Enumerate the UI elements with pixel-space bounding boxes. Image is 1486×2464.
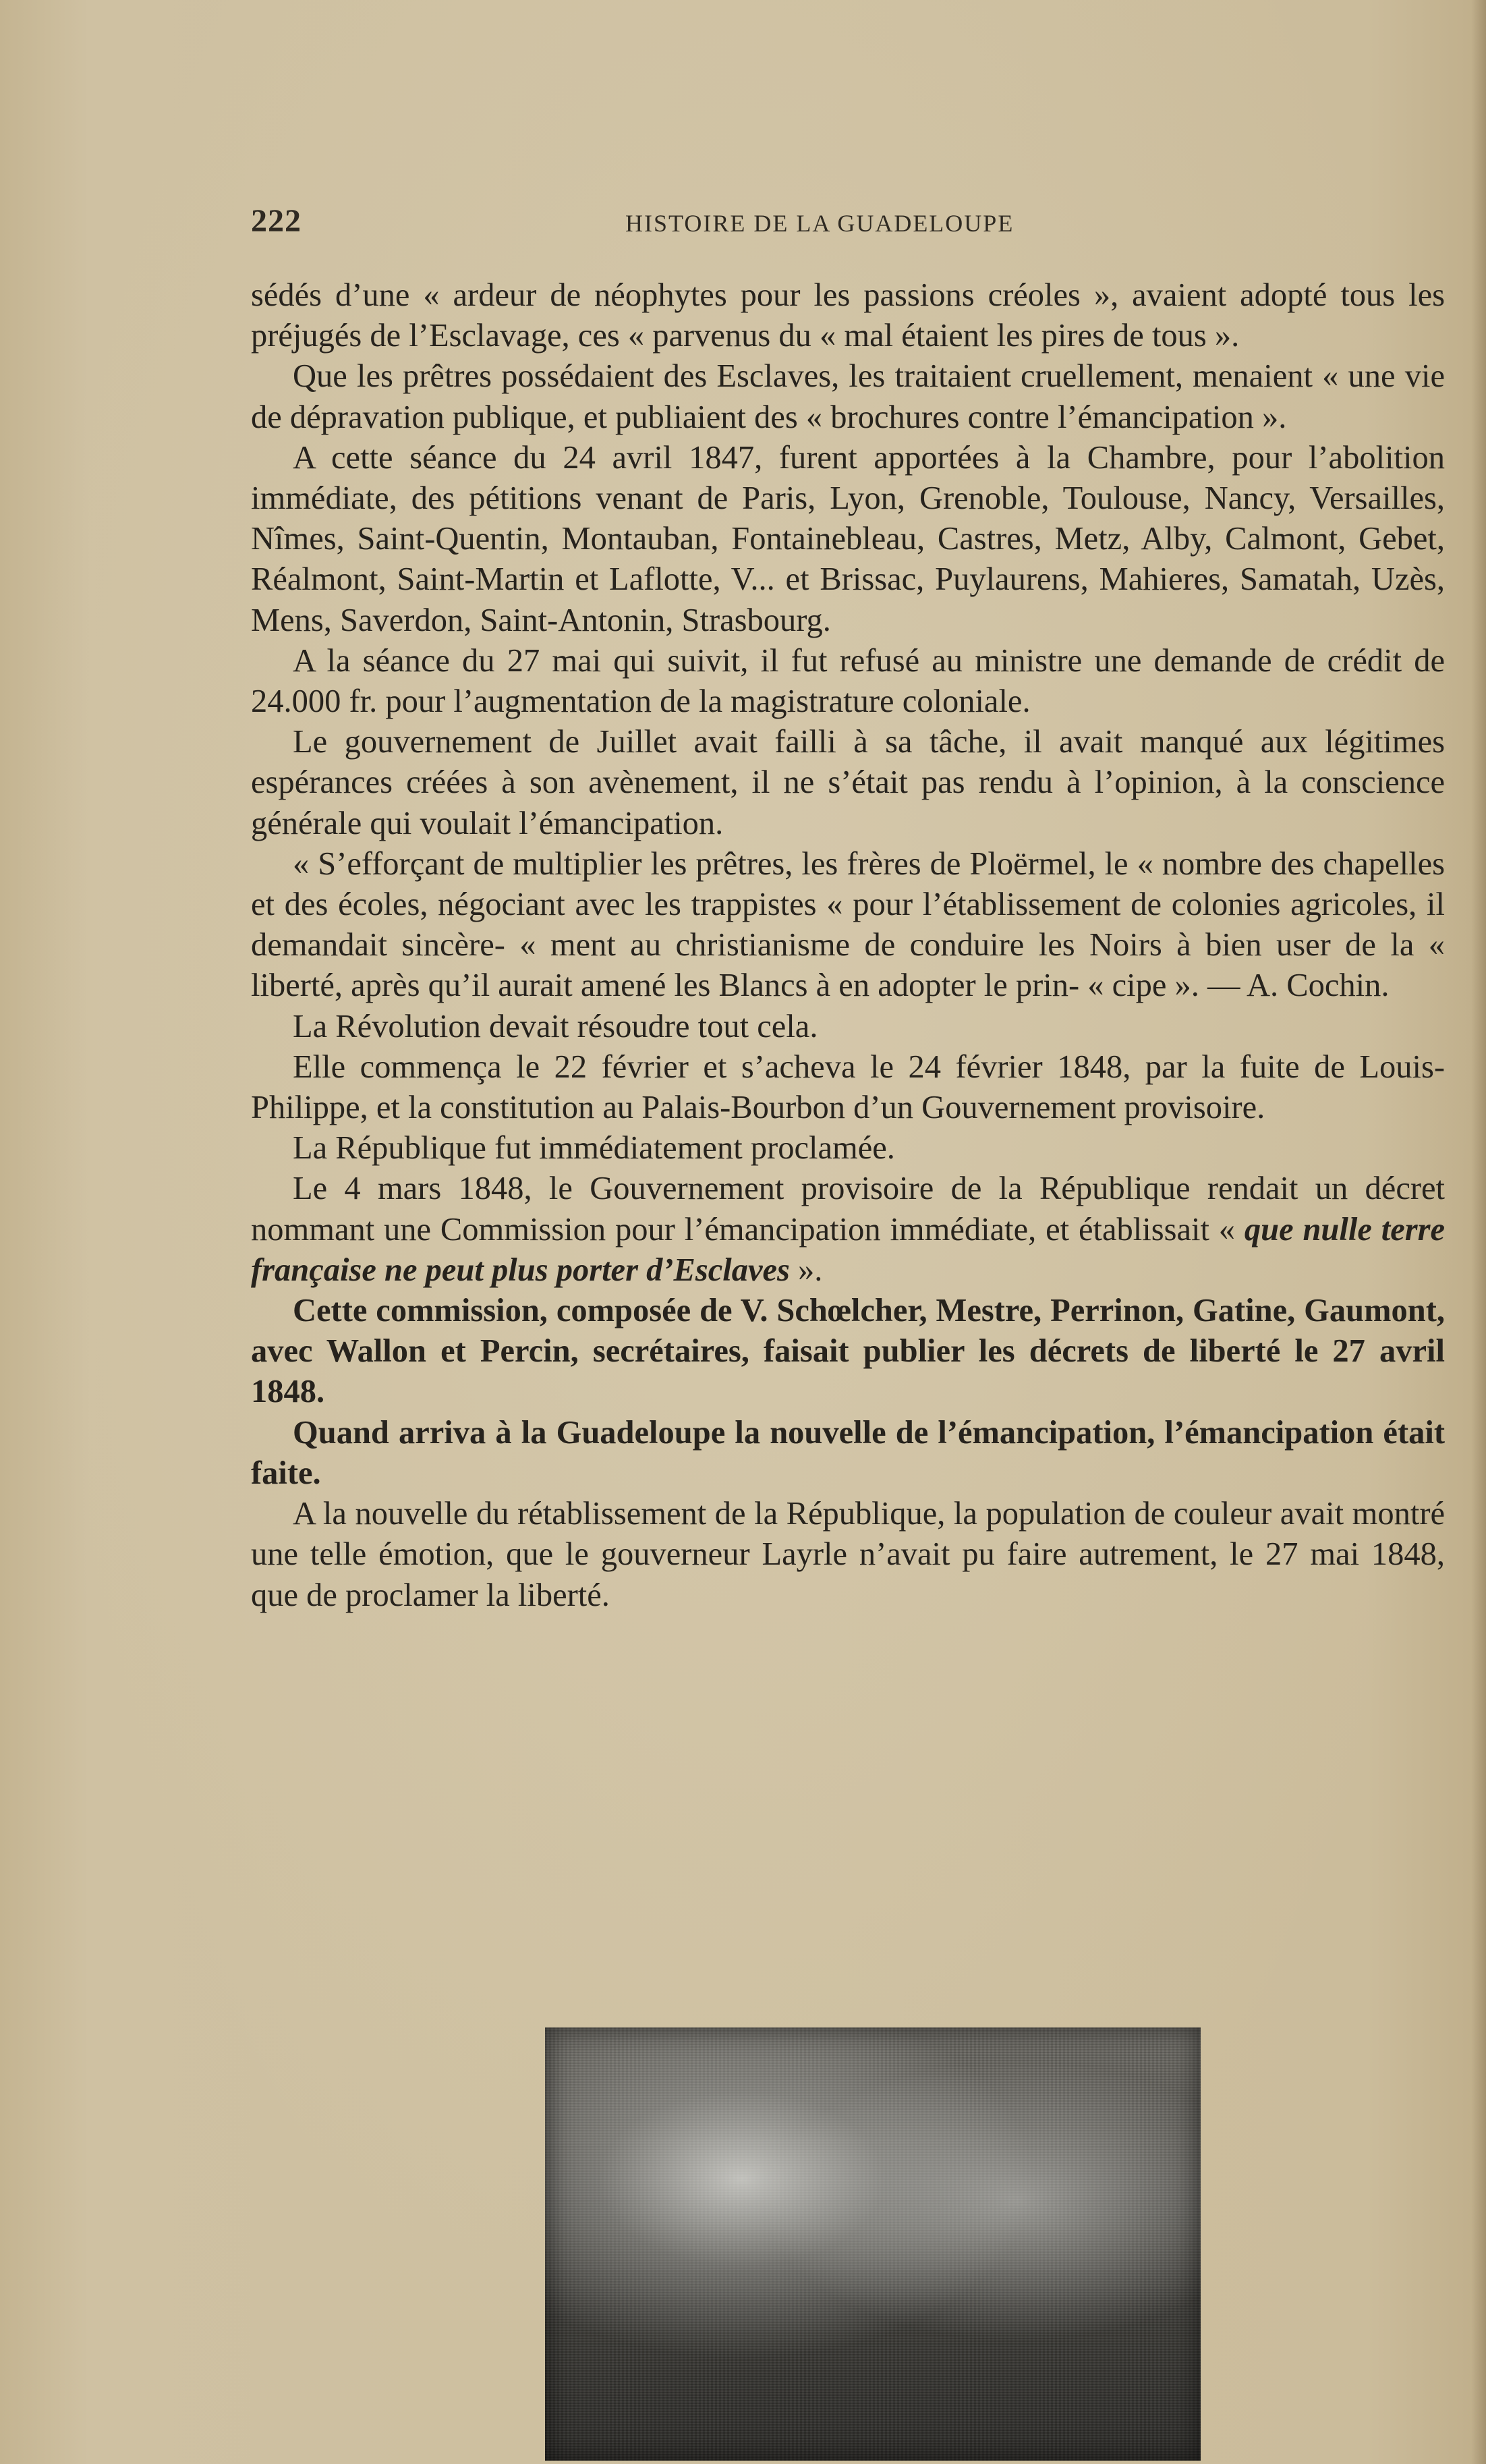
paragraph-priests: Que les prêtres possédaient des Esclaves, les traitaient cruellement, menaient « une vie de dépravation publique, et publiaient des « brochures contre l’émancipation ». (251, 358, 1445, 435)
decree-close: ». (789, 1252, 823, 1288)
paragraph-liberty-proclaimed: A la nouvelle du rétablissement de la République, la population de couleur avait montré une telle émotion, que le gouverneur Layrle n’avait pu faire autrement, le 27 mai 1848, que de proclamer la liberté. (251, 1496, 1445, 1613)
page-edge-shadow (1471, 0, 1486, 2464)
decree-text: Le 4 mars 1848, le Gouvernement provisoire de la République rendait un décret nommant une Commission pour l’émancipation immédiate, et établissait « (251, 1171, 1445, 1248)
paragraph-petitions: A cette séance du 24 avril 1847, furent apportées à la Chambre, pour l’abolition immédiate, des pétitions venant de Paris, Lyon, Grenoble, Toulouse, Nancy, Versailles, Nîmes, Saint-Quentin, Montauban, Fontainebleau, Castres, Metz, Alby, Calmont, Gebet, Réalmont, Saint-Martin et Laflotte, V... et Brissac, Puylaurens, Mahieres, Samatah, Uzès, Mens, Saverdon, Saint-Antonin, Strasbourg. (251, 439, 1445, 638)
paragraph-continuation: sédés d’une « ardeur de néophytes pour les passions créoles », avaient adopté tous les préjugés de l’Esclavage, ces « parvenus du « mal étaient les pires de tous ». (251, 277, 1445, 354)
paragraph-july-government: Le gouvernement de Juillet avait failli à sa tâche, il avait manqué aux légitimes espérances créées à son avènement, il ne s’était pas rendu à l’opinion, à la conscience générale qui voulait l’émancipation. (251, 724, 1445, 841)
body-text (251, 275, 1445, 1616)
paragraph-news-arrival: Quand arriva à la Guadeloupe la nouvelle de l’émancipation, l’émancipation était faite. (251, 1414, 1445, 1491)
paragraph-february: Elle commença le 22 février et s’acheva le 24 février 1848, par la fuite de Louis-Philippe, et la constitution au Palais-Bourbon d’un Gouvernement provisoire. (251, 1048, 1445, 1126)
paragraph-republic-proclaimed: La République fut immédiatement proclamée. (293, 1130, 895, 1167)
paragraph-decree (251, 1169, 1445, 1291)
page-number: 222 (251, 203, 302, 239)
paragraph-cochin-quote: « S’efforçant de multiplier les prêtres, les frères de Ploërmel, le « nombre des chapelles et des écoles, négociant avec les trappistes « pour l’établissement de colonies agricoles, il demandait sincère- « ment au christianisme de conduire les Noirs à bien user de la « liberté, après qu’il aurait amené les Blancs à en adopter le prin- « cipe ». — A. Cochin. (251, 845, 1445, 1004)
decree-quote: que nulle terre française ne peut plus porter d’Esclaves (251, 1211, 1445, 1288)
paragraph-credit-refused: A la séance du 27 mai qui suivit, il fut refusé au ministre une demande de crédit de 24.000 fr. pour l’augmentation de la magistrature coloniale. (251, 642, 1445, 720)
page-header (251, 202, 1445, 243)
paragraph-commission: Cette commission, composée de V. Schœlcher, Mestre, Perrinon, Gatine, Gaumont, avec Wallon et Percin, secrétaires, faisait publier les décrets de liberté le 27 avril 1848. (251, 1293, 1445, 1410)
running-title: HISTOIRE DE LA GUADELOUPE (625, 210, 1015, 237)
halftone-photograph (545, 2027, 1201, 2461)
paragraph-revolution: La Révolution devait résoudre tout cela. (293, 1008, 818, 1044)
